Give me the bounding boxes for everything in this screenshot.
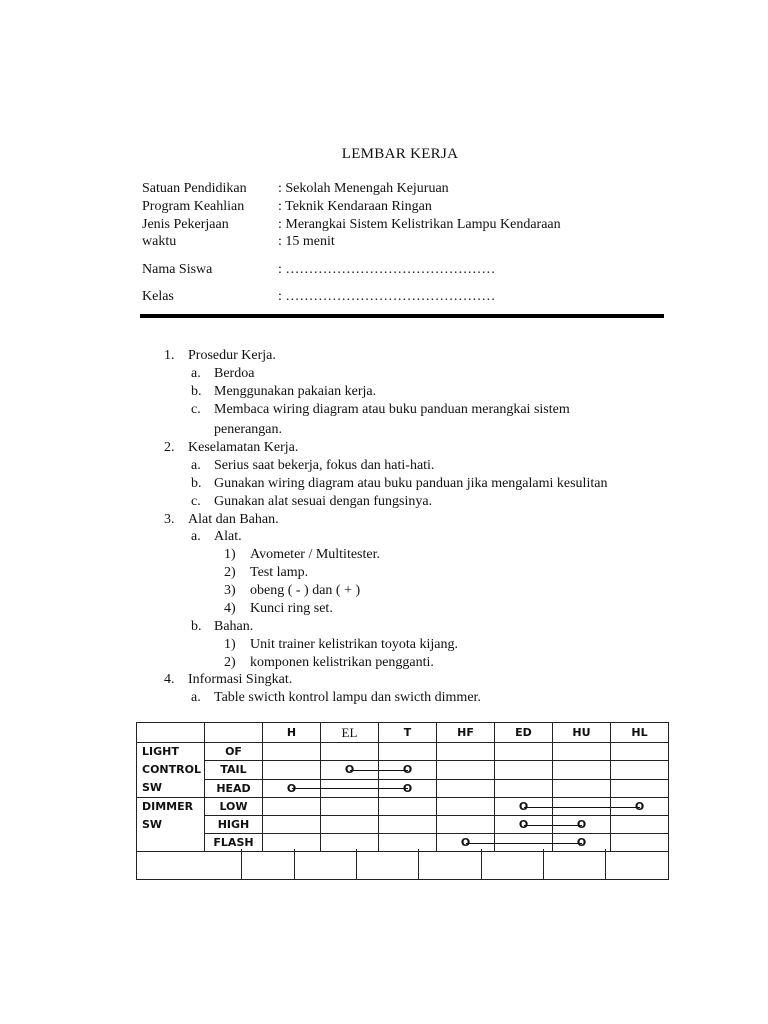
table-cell — [611, 743, 669, 761]
info-value: : ……………………………………… — [278, 289, 496, 304]
info-value: : Teknik Kendaraan Ringan — [278, 199, 432, 214]
table-cell — [263, 798, 321, 816]
column-header: HU — [553, 723, 611, 743]
connection-point: O — [576, 818, 587, 831]
connection-wire — [553, 807, 610, 808]
table-cell — [553, 779, 611, 797]
switch-position: LOW — [205, 798, 263, 816]
table-cell — [321, 798, 379, 816]
switch-position: FLASH — [205, 834, 263, 852]
column-header: HL — [611, 723, 669, 743]
info-label: Kelas — [142, 289, 174, 304]
table-cell — [437, 779, 495, 797]
table-cell — [495, 779, 553, 797]
table-footer-row — [136, 849, 669, 880]
table-cell — [263, 779, 321, 797]
switch-position: HEAD — [205, 779, 263, 797]
table-row — [137, 779, 669, 797]
table-cell — [379, 798, 437, 816]
connection-point: O — [460, 836, 471, 849]
table-cell — [553, 743, 611, 761]
table-row — [137, 761, 669, 779]
switch-group-label-line: LIGHT — [142, 745, 179, 758]
table-cell — [495, 743, 553, 761]
connection-point: O — [402, 781, 413, 795]
table-cell — [321, 816, 379, 834]
page-title: LEMBAR KERJA — [341, 146, 459, 162]
table-cell — [356, 849, 357, 879]
table-cell — [294, 849, 295, 879]
table-cell — [379, 779, 437, 797]
info-value: : Merangkai Sistem Kelistrikan Lampu Kendaraan — [278, 217, 561, 232]
info-value: : ……………………………………… — [278, 262, 496, 277]
switch-table — [136, 722, 669, 852]
connection-point: O — [518, 800, 529, 813]
switch-group-label-line: SW — [142, 781, 163, 794]
connection-point: O — [344, 763, 355, 777]
table-cell — [605, 849, 606, 879]
table-cell — [495, 798, 553, 816]
table-cell — [543, 849, 544, 879]
table-cell — [379, 743, 437, 761]
connection-wire — [321, 788, 378, 789]
switch-group-label — [137, 743, 205, 798]
table-cell — [263, 761, 321, 779]
switch-position: OF — [205, 743, 263, 761]
table-cell — [321, 761, 379, 779]
info-value: : Sekolah Menengah Kejuruan — [278, 181, 449, 196]
column-header: ED — [495, 723, 553, 743]
table-cell — [379, 816, 437, 834]
connection-point: O — [576, 836, 587, 849]
table-cell — [553, 816, 611, 834]
table-cell — [611, 798, 669, 816]
column-header: EL — [321, 723, 379, 743]
table-cell — [437, 761, 495, 779]
table-cell — [321, 779, 379, 797]
switch-group-label — [137, 798, 205, 852]
table-cell — [437, 798, 495, 816]
table-cell — [481, 849, 482, 879]
table-cell — [437, 816, 495, 834]
info-label: Program Keahlian — [142, 199, 245, 214]
switch-position: TAIL — [205, 761, 263, 779]
column-header: H — [263, 723, 321, 743]
table-cell — [611, 816, 669, 834]
switch-position: HIGH — [205, 816, 263, 834]
switch-group-label-line: DIMMER — [142, 800, 194, 813]
table-row — [137, 816, 669, 834]
switch-group-label-line: CONTROL — [142, 763, 201, 776]
table-cell — [418, 849, 419, 879]
table-cell — [437, 743, 495, 761]
table-row — [137, 798, 669, 816]
connection-point: O — [286, 781, 297, 795]
table-cell — [553, 761, 611, 779]
connection-wire — [495, 843, 552, 844]
table-header-empty — [205, 723, 263, 743]
table-cell — [553, 798, 611, 816]
table-cell — [611, 779, 669, 797]
table-cell — [495, 761, 553, 779]
table-cell — [321, 743, 379, 761]
column-header: T — [379, 723, 437, 743]
table-cell — [495, 816, 553, 834]
column-header: HF — [437, 723, 495, 743]
info-value: : 15 menit — [278, 234, 335, 249]
connection-point: O — [518, 818, 529, 831]
info-label: Nama Siswa — [142, 262, 213, 277]
table-cell — [263, 816, 321, 834]
table-cell — [611, 761, 669, 779]
connection-point: O — [402, 763, 413, 777]
table-header-empty — [137, 723, 205, 743]
info-label: waktu — [142, 234, 177, 249]
table-cell — [263, 743, 321, 761]
info-label: Satuan Pendidikan — [142, 181, 247, 196]
table-row — [137, 743, 669, 761]
table-cell — [379, 761, 437, 779]
info-label: Jenis Pekerjaan — [142, 217, 229, 232]
table-header-row — [137, 723, 669, 743]
table-cell — [241, 849, 242, 879]
connection-point: O — [634, 800, 645, 813]
switch-group-label-line: SW — [142, 818, 163, 831]
header-divider — [140, 314, 664, 318]
